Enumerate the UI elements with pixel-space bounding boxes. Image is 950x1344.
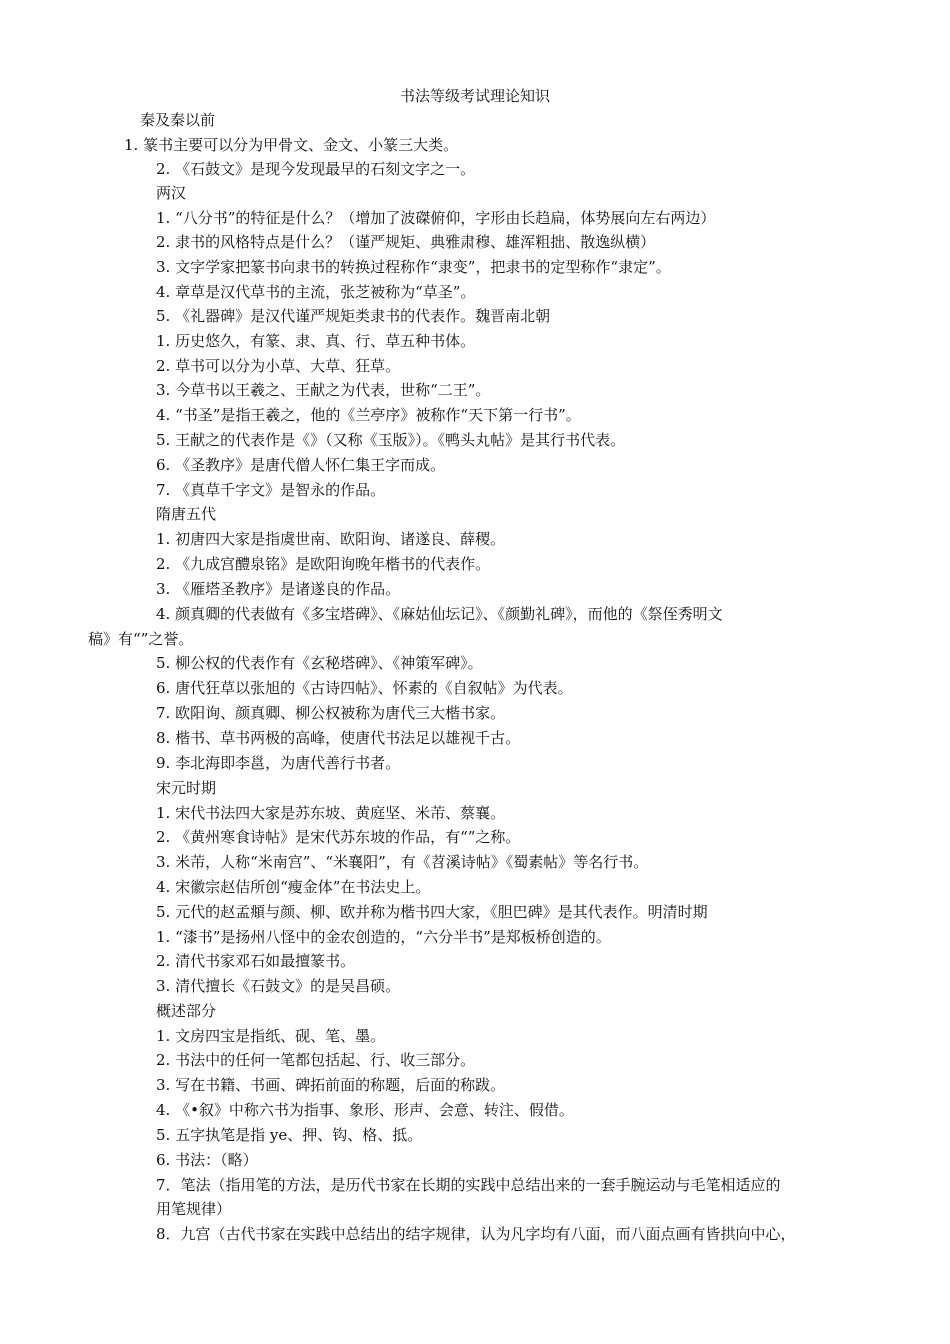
list-item: 3. 米芾，人称“米南宫”、“米襄阳”，有《苕溪诗帖》《蜀素帖》等名行书。: [156, 853, 649, 871]
list-item: 5. 元代的赵孟頫与颜、柳、欧并称为楷书四大家，《胆巴碑》是其代表作。明清时期: [156, 903, 708, 921]
list-item: 4. 宋徽宗赵佶所创“瘦金体”在书法史上。: [156, 878, 431, 896]
list-item: 2. 《黄州寒食诗帖》是宋代苏东坡的作品，有“”之称。: [156, 828, 521, 846]
list-item: 1. “漆书”是扬州八怪中的金农创造的，“六分半书”是郑板桥创造的。: [156, 928, 611, 946]
list-item: 5. 《礼器碑》是汉代谨严规矩类隶书的代表作。魏晋南北朝: [156, 307, 551, 325]
list-item: 5. 柳公权的代表作有《玄秘塔碑》、《神策军碑》。: [156, 654, 483, 672]
list-item: 2. 清代书家邓石如最擅篆书。: [156, 952, 356, 970]
list-item: 8. 楷书、草书两极的高峰，使唐代书法足以雄视千古。: [156, 729, 521, 747]
list-item: 7．笔法（指用笔的方法，是历代书家在长期的实践中总结出来的一套手腕运动与毛笔相适应的: [156, 1176, 781, 1194]
section-heading: 概述部分: [156, 1002, 217, 1020]
list-item: 1. 宋代书法四大家是苏东坡、黄庭坚、米芾、蔡襄。: [156, 804, 506, 822]
list-item-continuation: 用笔规律）: [156, 1200, 232, 1218]
list-item: 3. 清代擅长《石鼓文》的是吴昌硕。: [156, 977, 401, 995]
list-item: 2. 书法中的任何一笔都包括起、行、收三部分。: [156, 1051, 476, 1069]
list-item: 4. 章草是汉代草书的主流，张芝被称为“草圣”。: [156, 283, 476, 301]
list-item: 2. 《石鼓文》是现今发现最早的石刻文字之一。: [156, 160, 476, 178]
section-heading: 两汉: [156, 184, 187, 202]
list-item: 3. 《雁塔圣教序》是诸遂良的作品。: [156, 580, 401, 598]
list-item: 2. 《九成宫醴泉铭》是欧阳询晚年楷书的代表作。: [156, 555, 491, 573]
list-item: 9. 李北海即李邕，为唐代善行书者。: [156, 754, 401, 772]
list-item: 2. 草书可以分为小草、大草、狂草。: [156, 357, 401, 375]
section-heading: 秦及秦以前: [140, 111, 216, 129]
list-item: 1. 文房四宝是指纸、砚、笔、墨。: [156, 1027, 386, 1045]
list-item: 7. 《真草千字文》是智永的作品。: [156, 481, 386, 499]
list-item: 1. 初唐四大家是指虞世南、欧阳询、诸遂良、薛稷。: [156, 530, 506, 548]
list-item: 1. “八分书”的特征是什么？（增加了波磔俯仰，字形由长趋扁，体势展向左右两边）: [156, 209, 716, 227]
list-item: 5. 王献之的代表作是《》（又称《玉版》）。《鸭头丸帖》是其行书代表。: [156, 431, 626, 449]
list-item: 4. “书圣”是指王羲之，他的《兰亭序》被称作“天下第一行书”。: [156, 406, 581, 424]
section-heading: 宋元时期: [156, 779, 217, 797]
list-item: 3. 文字学家把篆书向隶书的转换过程称作“隶变”，把隶书的定型称作“隶定”。: [156, 258, 671, 276]
list-item: 1. 篆书主要可以分为甲骨文、金文、小篆三大类。: [124, 136, 459, 154]
list-item: 4. 《•叙》中称六书为指事、象形、形声、会意、转注、假借。: [156, 1101, 574, 1119]
list-item: 2. 隶书的风格特点是什么？（谨严规矩、典雅肃穆、雄浑粗拙、散逸纵横）: [156, 233, 656, 251]
list-item-continuation: 稿》有“”之誉。: [88, 630, 194, 648]
list-item: 8．九宫（古代书家在实践中总结出的结字规律，认为凡字均有八面，而八面点画有皆拱向中心，: [156, 1225, 796, 1243]
document-title: 书法等级考试理论知识: [399, 87, 550, 105]
list-item: 6. 书法：（略）: [156, 1151, 258, 1169]
list-item: 6. 《圣教序》是唐代僧人怀仁集王字而成。: [156, 456, 446, 474]
list-item: 4. 颜真卿的代表做有《多宝塔碑》、《麻姑仙坛记》、《颜勤礼碑》，而他的《祭侄秀明文: [156, 605, 723, 623]
list-item: 3. 写在书籍、书画、碑拓前面的称题，后面的称跋。: [156, 1076, 506, 1094]
list-item: 6. 唐代狂草以张旭的《古诗四帖》、怀素的《自叙帖》为代表。: [156, 679, 573, 697]
list-item: 3. 今草书以王羲之、王献之为代表，世称“二王”。: [156, 381, 491, 399]
list-item: 5. 五字执笔是指 ye、押、钩、格、抵。: [156, 1126, 423, 1144]
list-item: 1. 历史悠久，有篆、隶、真、行、草五种书体。: [156, 332, 476, 350]
list-item: 7. 欧阳询、颜真卿、柳公权被称为唐代三大楷书家。: [156, 704, 506, 722]
section-heading: 隋唐五代: [156, 505, 217, 523]
